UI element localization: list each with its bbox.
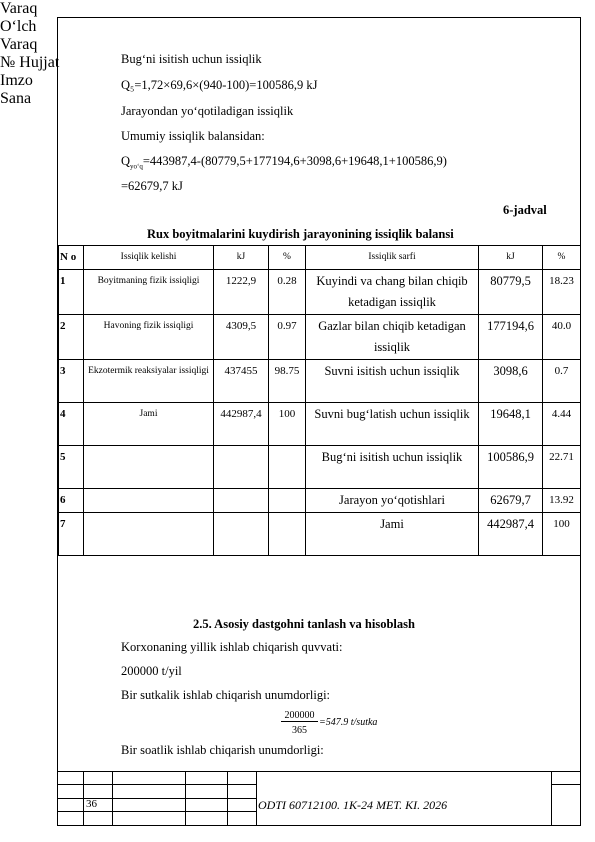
table-cell: 100 [269,403,306,446]
table-cell: Jarayon yo‘qotishlari [306,489,479,513]
sheet-label: Varaq [0,0,38,17]
table-cell [214,489,269,513]
table-cell: Bug‘ni isitish uchun issiqlik [306,446,479,489]
header-cell: % [543,246,581,270]
table-cell: 2 [59,315,84,360]
table-cell: 3 [59,360,84,403]
table-label: 6-jadval [503,203,547,217]
table-row [59,270,581,315]
text-line: 200000 t/yil [121,664,182,678]
table-cell: Gazlar bilan chiqib ketadigan issiqlik [306,315,479,360]
table-cell [84,513,214,556]
table-row [59,489,581,513]
stamp-column-label: № Hujjat [0,54,60,71]
table-cell: 19648,1 [479,403,543,446]
table-cell [269,513,306,556]
table-cell: 4.44 [543,403,581,446]
table-cell: Kuyindi va chang bilan chiqib ketadigan issiqlik [306,270,479,315]
table-cell [269,489,306,513]
header-cell: N o [59,246,84,270]
q-symbol: Q [121,154,131,168]
text-line: Bir soatlik ishlab chiqarish unumdorligi: [121,743,324,757]
table-cell [214,446,269,489]
table-cell: Suvni isitish uchun issiqlik [306,360,479,403]
stamp-column-label: Varaq [0,36,38,53]
section-title: 2.5. Asosiy dastgohni tanlash va hisoblash [193,617,415,631]
table-row [59,315,581,360]
formula-numerator: 200000 [281,710,318,722]
table-cell: 18.23 [543,270,581,315]
text-line: =62679,7 kJ [121,179,183,193]
header-cell: kJ [214,246,269,270]
text-line: Bug‘ni isitish uchun issiqlik [121,52,262,66]
table-cell: 0.28 [269,270,306,315]
header-cell: % [269,246,306,270]
table-cell: 4309,5 [214,315,269,360]
table-cell: 40.0 [543,315,581,360]
header-cell: Issiqlik sarfi [306,246,479,270]
table-cell [269,446,306,489]
table-cell: Havoning fizik issiqligi [84,315,214,360]
table-cell: Jami [84,403,214,446]
table-cell: Suvni bug‘latish uchun issiqlik [306,403,479,446]
table-cell: 22.71 [543,446,581,489]
q-equation: =443987,4-(80779,5+177194,6+3098,6+19648,1+100586,9) [142,154,447,168]
formula-result: =547.9 t/sutka [319,717,378,728]
text-line: Bir sutkalik ishlab chiqarish unumdorligi: [121,688,331,702]
table-cell: 437455 [214,360,269,403]
table-cell: 442987,4 [479,513,543,556]
table-row [59,360,581,403]
table-cell: 100586,9 [479,446,543,489]
formula-denominator: 365 [292,725,307,736]
document-code: ODTI 60712100. 1K-24 MET. KI. 2026 [258,798,448,812]
table-cell [214,513,269,556]
table-cell [84,446,214,489]
table-cell: 442987,4 [214,403,269,446]
table-row [59,513,581,556]
heat-balance-table [58,245,581,556]
table-row [59,403,581,446]
table-cell [84,489,214,513]
page-number: 36 [86,798,97,810]
table-cell: 6 [59,489,84,513]
table-cell: 177194,6 [479,315,543,360]
table-cell: 98.75 [269,360,306,403]
header-cell: kJ [479,246,543,270]
table-cell: 4 [59,403,84,446]
table-cell: 1222,9 [214,270,269,315]
text-line: Q₅=1,72×69,6×(940-100)=100586,9 kJ [121,78,318,92]
table-cell: 3098,6 [479,360,543,403]
text-line: Korxonaning yillik ishlab chiqarish quvvati: [121,640,343,654]
table-cell: Ekzotermik reaksiyalar issiqligi [84,360,214,403]
text-line: Jarayondan yo‘qotiladigan issiqlik [121,104,294,118]
table-cell: Jami [306,513,479,556]
table-cell: 0.7 [543,360,581,403]
table-cell: Boyitmaning fizik issiqligi [84,270,214,315]
stamp-column-label: Imzo [0,72,33,89]
table-cell: 13.92 [543,489,581,513]
table-row [59,446,581,489]
table-title: Rux boyitmalarini kuydirish jarayonining issiqlik balansi [147,227,454,241]
q-subscript: yo‘q [130,162,143,171]
text-line: Umumiy issiqlik balansidan: [121,129,265,143]
header-cell: Issiqlik kelishi [84,246,214,270]
stamp-column-label: Sana [0,90,32,107]
table-cell: 0.97 [269,315,306,360]
table-cell: 62679,7 [479,489,543,513]
stamp-column-label: O‘lch [0,18,37,35]
text-line [121,154,447,171]
table-header-row [59,246,581,270]
table-cell: 1 [59,270,84,315]
table-cell: 7 [59,513,84,556]
table-cell: 80779,5 [479,270,543,315]
table-cell: 5 [59,446,84,489]
table-cell: 100 [543,513,581,556]
